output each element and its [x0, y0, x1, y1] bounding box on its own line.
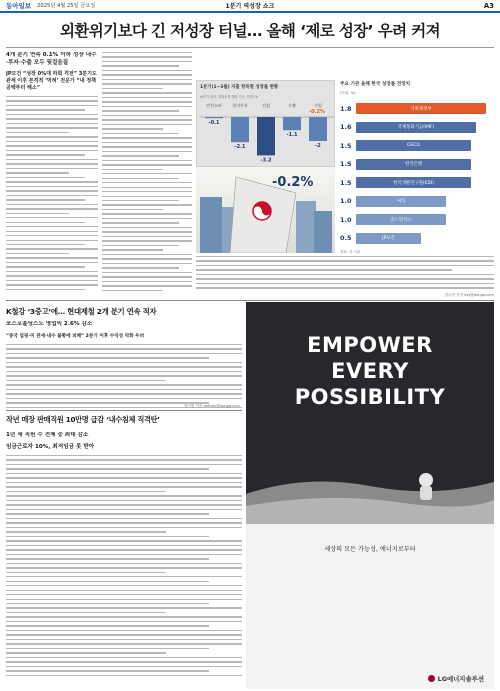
text-line: [6, 136, 98, 137]
ranking-value: 1.0: [340, 215, 352, 224]
article3-sub-2: 임금근로자 10%, 최저임금 못 받아: [6, 443, 95, 450]
text-line: [6, 177, 85, 178]
text-line: [6, 289, 85, 290]
text-line: [6, 222, 85, 223]
text-line: [6, 231, 98, 232]
ranking-source: 자료: 각 기관: [340, 249, 361, 254]
article3-text: [6, 455, 242, 676]
text-line: [102, 218, 192, 219]
text-line: [102, 106, 192, 107]
text-line: [6, 150, 98, 151]
building-icon: [296, 201, 316, 253]
text-line: [102, 133, 179, 134]
text-line: [6, 357, 209, 358]
text-line: [6, 105, 98, 106]
text-line: [102, 227, 192, 228]
text-line: [6, 195, 98, 196]
text-line: [6, 371, 242, 372]
ad-tagline: 세상의 모든 가능성, 에너지로부터: [324, 546, 416, 553]
text-line: [102, 119, 192, 120]
text-line: [6, 594, 242, 595]
text-line: [6, 648, 209, 649]
chart-category-label: 수출: [288, 103, 296, 108]
ranking-value: 0.5: [340, 234, 352, 242]
section-divider-2: [6, 410, 242, 411]
ranking-bar: [356, 214, 446, 225]
newspaper-logo: 동아일보: [6, 2, 32, 10]
article2-headline: K철강 ‘3중고’에… 현대제철 2개 분기 연속 적자: [6, 307, 157, 316]
text-line: [6, 630, 242, 631]
text-line: [102, 245, 179, 246]
chart-value-label: -3.2: [260, 157, 272, 164]
article3-sub-1: 1년 새 직원 수 전체 중 최대 감소: [6, 432, 89, 438]
ranking-name: OECD: [407, 143, 420, 148]
text-line: [6, 257, 98, 258]
text-line: [196, 283, 494, 284]
ranking-title: 주요 기관 올해 한국 성장률 전망치: [340, 82, 411, 87]
text-line: [6, 473, 242, 474]
text-line: [6, 398, 242, 399]
article1-col2: [102, 52, 192, 298]
text-line: [102, 240, 192, 241]
text-line: [6, 554, 242, 555]
text-line: [6, 235, 98, 236]
text-line: [6, 271, 98, 272]
text-line: [6, 248, 98, 249]
article3-headline: 작년 매장 판매직원 10만명 급감 ‘내수침체 직격탄’: [6, 415, 160, 424]
text-line: [6, 244, 85, 245]
ranking-name: 씨티: [396, 199, 406, 204]
lg-logo-icon: [428, 675, 435, 682]
ranking-name: 국제통화기금(IMF): [397, 125, 435, 130]
ranking-row: [340, 174, 492, 191]
text-line: [102, 142, 192, 143]
text-line: [6, 262, 98, 263]
main-headline: 외환위기보다 긴 저성장 터널… 올해 ‘제로 성장’ 우려 커져: [6, 15, 494, 48]
text-line: [6, 491, 166, 492]
ranking-name: 골드만삭스: [390, 217, 412, 223]
text-line: [196, 260, 494, 261]
text-line: [6, 572, 166, 573]
text-line: [6, 213, 69, 214]
ranking-bar: [356, 233, 421, 244]
text-line: [6, 109, 85, 110]
text-line: [6, 531, 166, 532]
ranking-row: [340, 137, 492, 154]
text-line: [102, 88, 163, 89]
text-line: [102, 65, 179, 66]
article2-byline: 정서영 기자 redrain@donga.com: [183, 404, 240, 408]
text-line: [196, 256, 494, 257]
text-line: [102, 128, 163, 129]
text-line: [6, 127, 98, 128]
text-line: [6, 468, 209, 469]
text-line: [6, 495, 242, 496]
text-line: [6, 208, 98, 209]
text-line: [196, 278, 494, 279]
text-line: [6, 527, 242, 528]
ranking-bar: [356, 196, 446, 207]
text-line: [6, 190, 98, 191]
text-line: [102, 281, 192, 282]
text-line: [102, 222, 179, 223]
lg-energy-ad[interactable]: [246, 302, 494, 689]
building-icon: [200, 197, 222, 253]
text-line: [6, 459, 242, 460]
text-line: [102, 101, 192, 102]
text-line: [6, 509, 242, 510]
article3-body: [6, 432, 242, 688]
text-line: [102, 231, 192, 232]
text-line: [102, 276, 192, 277]
ranking-name: 한국은행: [405, 162, 422, 167]
text-line: [6, 375, 242, 376]
text-line: [102, 164, 192, 165]
ranking-value: 1.6: [340, 123, 352, 131]
text-line: [6, 576, 242, 577]
text-line: [102, 97, 192, 98]
ranking-name: 한국개발연구원(KDI): [393, 180, 434, 186]
text-line: [6, 464, 242, 465]
ranking-bar: [356, 159, 471, 170]
text-line: [102, 61, 192, 62]
astronaut-icon: [419, 473, 433, 500]
page-number: A3: [483, 1, 494, 10]
text-line: [102, 110, 179, 111]
text-line: [102, 79, 192, 80]
text-line: [6, 549, 242, 550]
chart-title: 1분기(1~3월) 지출 항목별 성장률 현황: [200, 85, 279, 90]
article1-body-text-3: [196, 256, 494, 289]
ad-brand-name: LG에너지솔루션: [437, 675, 484, 683]
text-line: [102, 56, 192, 57]
text-line: [6, 366, 242, 367]
ranking-row: [340, 193, 492, 210]
text-line: [6, 657, 242, 658]
text-line: [6, 100, 98, 101]
chart-svg: [197, 99, 336, 171]
text-line: [6, 455, 242, 456]
text-line: [102, 155, 179, 156]
article1-sub-2: JP모건 “성장 0%대 하회 직전” 3분기도 관세 이후 본격적 ‘먹혀’ 전문가 “내 정책 공백부터 해소”: [6, 71, 97, 91]
text-line: [6, 536, 209, 537]
text-line: [102, 187, 192, 188]
text-line: [6, 500, 242, 501]
article1-body-text-2: [102, 52, 192, 291]
text-line: [102, 213, 192, 214]
text-line: [102, 169, 163, 170]
chart-illustration: [196, 167, 335, 253]
text-line: [6, 204, 98, 205]
section-title: 1분기 역성장 쇼크: [225, 3, 275, 10]
chart-value-label: -2: [315, 143, 321, 149]
text-line: [102, 254, 192, 255]
text-line: [6, 402, 209, 403]
text-line: [102, 290, 163, 291]
text-line: [6, 603, 209, 604]
text-line: [102, 200, 179, 201]
text-line: [6, 266, 85, 267]
text-line: [6, 522, 242, 523]
chart-bar: [257, 117, 275, 155]
text-line: [196, 269, 452, 270]
text-line: [6, 661, 242, 662]
text-line: [102, 70, 192, 71]
text-line: [6, 513, 209, 514]
ad-headline-line-2: EVERY: [331, 359, 409, 383]
text-line: [6, 389, 242, 390]
chart-unit: ※전기 대비, 계절조정 계열 기준, 단위: %: [200, 95, 258, 99]
article1-sub-1: 4개 분기 연속 0.1% 이하 성장 내수·투자·수출 모두 뒷걸음질: [6, 52, 97, 66]
text-line: [6, 666, 242, 667]
text-line: [6, 348, 242, 349]
text-line: [6, 118, 98, 119]
chart-value-label: -0.1: [208, 120, 220, 127]
text-line: [102, 263, 192, 264]
text-line: [6, 253, 69, 254]
ranking-value: 1.5: [340, 178, 352, 187]
text-line: [6, 226, 98, 227]
chart-bar: [205, 117, 223, 118]
text-line: [196, 265, 494, 266]
text-line: [6, 240, 98, 241]
article2-body: [6, 321, 242, 409]
ranking-row: [340, 156, 492, 173]
ad-headline-line-1: EMPOWER: [307, 333, 433, 357]
chart-bar: [283, 117, 301, 130]
text-line: [6, 590, 242, 591]
text-line: [6, 581, 209, 582]
chart-category-label: 민간소비: [206, 103, 222, 108]
text-line: [6, 145, 98, 146]
text-line: [102, 151, 192, 152]
text-line: [6, 362, 242, 363]
text-line: [6, 284, 98, 285]
text-line: [6, 599, 242, 600]
text-line: [6, 96, 98, 97]
text-line: [196, 287, 494, 288]
text-line: [102, 204, 192, 205]
text-line: [6, 621, 242, 622]
text-line: [6, 123, 98, 124]
growth-chart: [196, 80, 335, 167]
text-line: [6, 540, 242, 541]
forecast-ranking: [340, 80, 492, 254]
ranking-name: JP모건: [382, 236, 395, 241]
text-line: [6, 217, 98, 218]
ranking-bar: [356, 140, 471, 151]
text-line: [6, 280, 98, 281]
text-line: [6, 670, 209, 671]
ranking-row: [340, 230, 492, 247]
text-line: [102, 236, 192, 237]
text-line: [102, 137, 192, 138]
chart-badge: -0.2%: [309, 109, 325, 115]
text-line: [102, 74, 192, 75]
text-line: [6, 186, 98, 187]
text-line: [6, 563, 242, 564]
text-line: [6, 607, 242, 608]
publish-date: 2025년 4월 25일 금요일: [37, 3, 96, 9]
chart-category-label: 건설: [262, 103, 270, 108]
ad-dark-panel: [246, 302, 494, 524]
section-divider: [6, 300, 494, 301]
text-line: [6, 545, 242, 546]
text-line: [102, 267, 179, 268]
chart-value-label: -1.1: [286, 132, 298, 139]
article2-sub-1: 포스코홀딩스도 영업익 2.6% 감소: [6, 321, 93, 327]
text-line: [102, 258, 192, 259]
ranking-value: 1.0: [340, 197, 352, 205]
text-line: [6, 585, 242, 586]
text-line: [6, 344, 242, 345]
text-line: [6, 486, 242, 487]
text-line: [6, 132, 69, 133]
text-line: [102, 115, 192, 116]
ranking-unit: (단위: %): [340, 91, 356, 95]
text-line: [102, 52, 192, 53]
ad-headline-line-3: POSSIBILITY: [294, 385, 446, 409]
text-line: [102, 146, 192, 147]
masthead: [0, 0, 500, 13]
text-line: [102, 191, 192, 192]
text-line: [102, 249, 163, 250]
ad-brand-logo: [428, 674, 484, 683]
text-line: [102, 285, 192, 286]
text-line: [6, 159, 98, 160]
text-line: [6, 114, 98, 115]
article1-col3-bottom: [196, 256, 494, 298]
ad-headline: [246, 332, 494, 410]
text-line: [6, 477, 242, 478]
text-line: [6, 639, 242, 640]
text-line: [6, 482, 242, 483]
text-line: [102, 92, 192, 93]
text-line: [6, 384, 242, 385]
text-line: [6, 518, 242, 519]
text-line: [6, 612, 166, 613]
text-line: [102, 160, 192, 161]
chart-category-label: 수입: [314, 103, 322, 108]
text-line: [6, 558, 209, 559]
text-line: [6, 275, 98, 276]
ranking-value: 1.8: [340, 104, 352, 113]
ranking-row: [340, 119, 492, 136]
text-line: [102, 124, 192, 125]
text-line: [6, 643, 242, 644]
text-line: [6, 353, 242, 354]
ranking-name: 기획재정부: [410, 106, 432, 112]
text-line: [102, 182, 192, 183]
text-line: [6, 634, 242, 635]
building-icon: [314, 211, 332, 253]
chart-big-label: -0.2%: [272, 175, 314, 190]
text-line: [102, 178, 179, 179]
article2-sub-2: “중국 덤핑·미 관세·내수 불황에 피해” 2분기 이후 수익성 악화 우려: [6, 333, 145, 339]
article2-text: [6, 344, 242, 409]
chart-value-label: -2.1: [234, 144, 246, 151]
ranking-bar: [356, 177, 471, 188]
text-line: [6, 393, 242, 394]
moon-surface-illustration: [246, 444, 494, 524]
text-line: [6, 616, 242, 617]
text-line: [6, 172, 69, 173]
text-line: [6, 625, 209, 626]
text-line: [102, 173, 192, 174]
text-line: [102, 209, 163, 210]
text-line: [6, 141, 98, 142]
text-line: [102, 272, 192, 273]
ranking-row: [340, 100, 492, 117]
ranking-bar: [356, 103, 486, 114]
article1-byline: 김수연 기자 ksy@donga.com: [444, 293, 494, 297]
ranking-bar: [356, 122, 476, 133]
text-line: [6, 652, 166, 653]
chart-bar: [309, 117, 327, 141]
text-line: [102, 83, 192, 84]
ranking-value: 1.5: [340, 160, 352, 168]
text-line: [6, 154, 85, 155]
chart-category-label: 설비투자: [232, 103, 248, 108]
text-line: [6, 567, 242, 568]
text-line: [196, 274, 494, 275]
text-line: [6, 163, 98, 164]
text-line: [6, 168, 98, 169]
ranking-row: [340, 211, 492, 228]
text-line: [6, 181, 98, 182]
ranking-value: 1.5: [340, 141, 352, 150]
article1-body-text: [6, 96, 98, 290]
text-line: [6, 199, 85, 200]
text-line: [6, 504, 242, 505]
article1-col1: [6, 52, 98, 298]
text-line: [102, 196, 192, 197]
text-line: [6, 675, 242, 676]
chart-bar: [231, 117, 249, 142]
text-line: [6, 380, 166, 381]
